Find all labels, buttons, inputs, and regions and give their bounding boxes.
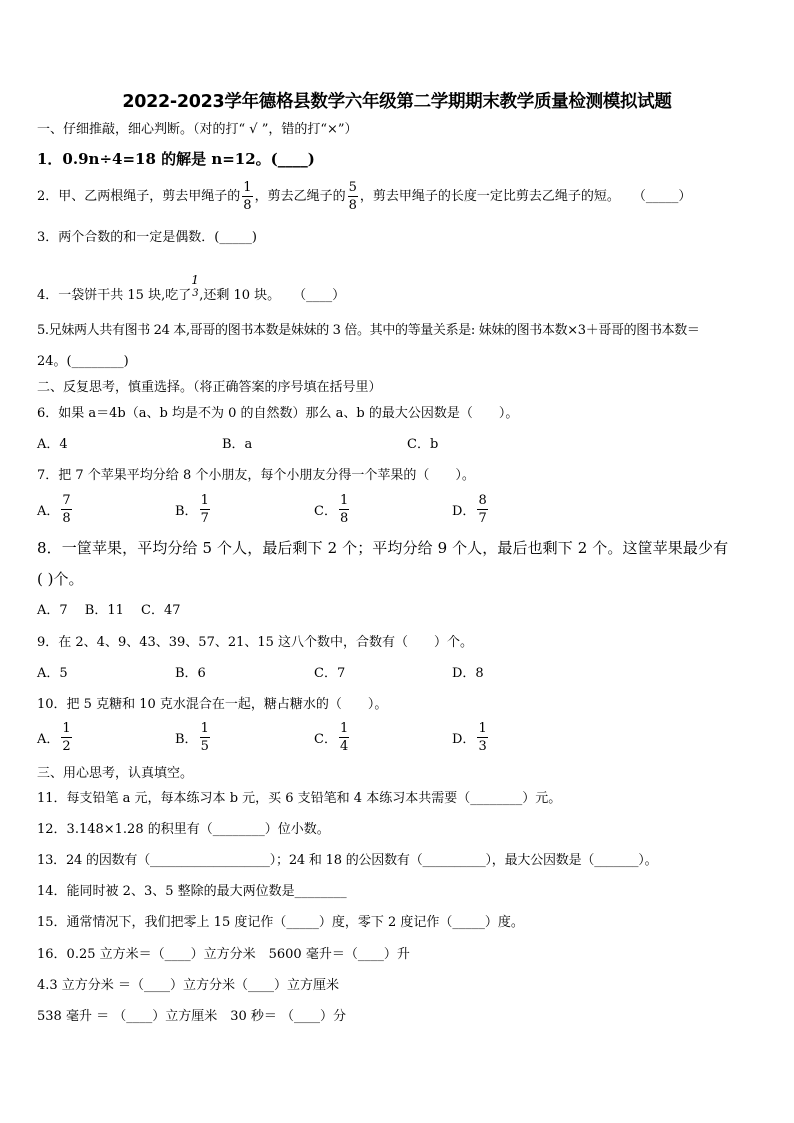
q10-option-d	[452, 722, 490, 753]
fraction-1-3	[191, 273, 199, 301]
q9-option-b: B．6	[175, 666, 206, 681]
question-16-line-3: 538 毫升 ＝ （____）立方厘米 30 秒＝ （____）分	[37, 1009, 347, 1024]
question-11: 11．每支铅笔 a 元，每本练习本 b 元，买 6 支铅笔和 4 本练习本共需要（________）元。	[37, 791, 562, 806]
fraction	[61, 722, 71, 753]
denominator: 8	[339, 511, 349, 526]
question-2	[37, 181, 691, 212]
question-7: 7．把 7 个苹果平均分给 8 个小朋友，每个小朋友分得一个苹果的（ ）。	[37, 468, 475, 483]
option-label: C．	[314, 732, 337, 747]
question-14: 14．能同时被 2、3、5 整除的最大两位数是________	[37, 884, 347, 899]
question-16-line-2: 4.3 立方分米 ＝（____）立方分米（____）立方厘米	[37, 978, 339, 993]
q8-options: A．7 B．11 C．47	[37, 603, 181, 618]
fraction	[200, 722, 210, 753]
section-3-heading: 三、用心思考，认真填空。	[37, 766, 194, 781]
question-1: 1．0.9n÷4=18 的解是 n=12。(____)	[37, 150, 315, 168]
numerator: 1	[200, 721, 209, 736]
q7-option-b	[175, 494, 212, 525]
denominator: 5	[200, 739, 209, 754]
question-4	[37, 273, 346, 305]
denominator: 2	[62, 739, 71, 754]
denominator: 7	[200, 511, 209, 526]
q9-option-d: D．8	[452, 666, 484, 681]
question-4-text-b: ,还剩 10 块。 （____）	[199, 288, 346, 303]
fraction	[61, 494, 71, 525]
section-1-heading: 一、仔细推敲，细心判断。（对的打“ √ ”，错的打“×”）	[37, 122, 358, 137]
numerator: 1	[478, 721, 487, 736]
question-10: 10．把 5 克糖和 10 克水混合在一起，糖占糖水的（ ）。	[37, 697, 388, 712]
option-label: A．	[37, 504, 60, 519]
option-label: D．	[452, 732, 476, 747]
fraction	[477, 494, 487, 525]
numerator: 1	[339, 721, 349, 736]
question-16-line-1: 16．0.25 立方米＝（____）立方分米 5600 毫升＝（____）升	[37, 947, 410, 962]
fraction	[200, 494, 210, 525]
question-8-line-2: ( )个。	[37, 570, 84, 588]
denominator: 7	[478, 511, 487, 526]
question-2-text-b: ，剪去乙绳子的	[254, 189, 346, 204]
option-label: C．	[314, 504, 337, 519]
numerator: 5	[348, 180, 357, 195]
question-4-text-a: 4．一袋饼干共 15 块,吃了	[37, 288, 192, 303]
denominator: 8	[348, 198, 357, 213]
denominator: 3	[478, 739, 487, 754]
q7-option-d	[452, 494, 490, 525]
denominator: 3	[192, 288, 199, 299]
denominator: 8	[62, 511, 71, 526]
numerator: 1	[339, 493, 349, 508]
q10-option-c	[314, 722, 351, 753]
q9-option-c: C．7	[314, 666, 346, 681]
numerator: 7	[62, 493, 71, 508]
question-8-line-1: 8．一筐苹果，平均分给 5 个人，最后剩下 2 个；平均分给 9 个人，最后也剩下 2 个。这筐苹果最少有	[37, 539, 729, 557]
q10-option-a	[37, 722, 74, 753]
numerator: 1	[243, 180, 252, 195]
page-title: 2022-2023学年德格县数学六年级第二学期期末教学质量检测模拟试题	[122, 92, 672, 112]
option-label: B．	[175, 732, 198, 747]
denominator: 8	[243, 198, 252, 213]
question-12: 12．3.148×1.28 的积里有（________）位小数。	[37, 822, 330, 837]
question-5-line-2: 24。(________)	[37, 354, 129, 369]
fraction-5-8	[348, 181, 358, 212]
q7-option-a	[37, 494, 74, 525]
q10-option-b	[175, 722, 212, 753]
q6-option-b: B．a	[222, 437, 253, 452]
q6-option-c: C．b	[407, 437, 439, 452]
numerator: 1	[62, 721, 71, 736]
option-label: B．	[175, 504, 198, 519]
question-3: 3．两个合数的和一定是偶数．(_____)	[37, 230, 257, 245]
question-2-text-c: ，剪去甲绳子的长度一定比剪去乙绳子的短。 （_____）	[359, 189, 692, 204]
option-label: A．	[37, 732, 60, 747]
fraction	[339, 494, 349, 525]
denominator: 4	[339, 739, 349, 754]
question-6: 6．如果 a＝4b（a、b 均是不为 0 的自然数）那么 a、b 的最大公因数是（ ）。	[37, 406, 519, 421]
question-15: 15．通常情况下，我们把零上 15 度记作（_____）度，零下 2 度记作（_____）度。	[37, 915, 524, 930]
q7-option-c	[314, 494, 351, 525]
question-9: 9．在 2、4、9、43、39、57、21、15 这八个数中，合数有（ ）个。	[37, 635, 474, 650]
numerator: 1	[191, 273, 199, 287]
numerator: 1	[200, 493, 209, 508]
fraction	[477, 722, 487, 753]
fraction	[339, 722, 349, 753]
question-2-text-a: 2．甲、乙两根绳子，剪去甲绳子的	[37, 189, 241, 204]
question-13: 13．24 的因数有（___________________）；24 和 18 的公因数有（__________），最大公因数是（_______）。	[37, 853, 658, 868]
question-5-line-1: 5.兄妹两人共有图书 24 本,哥哥的图书本数是妹妹的 3 倍。其中的等量关系是: 妹妹的图书本数×3＋哥哥的图书本数＝	[37, 323, 700, 338]
q9-option-a: A．5	[37, 666, 68, 681]
numerator: 8	[478, 493, 487, 508]
q6-option-a: A．4	[37, 437, 68, 452]
fraction-1-8	[242, 181, 252, 212]
option-label: D．	[452, 504, 476, 519]
section-2-heading: 二、反复思考，慎重选择。（将正确答案的序号填在括号里）	[37, 380, 382, 395]
